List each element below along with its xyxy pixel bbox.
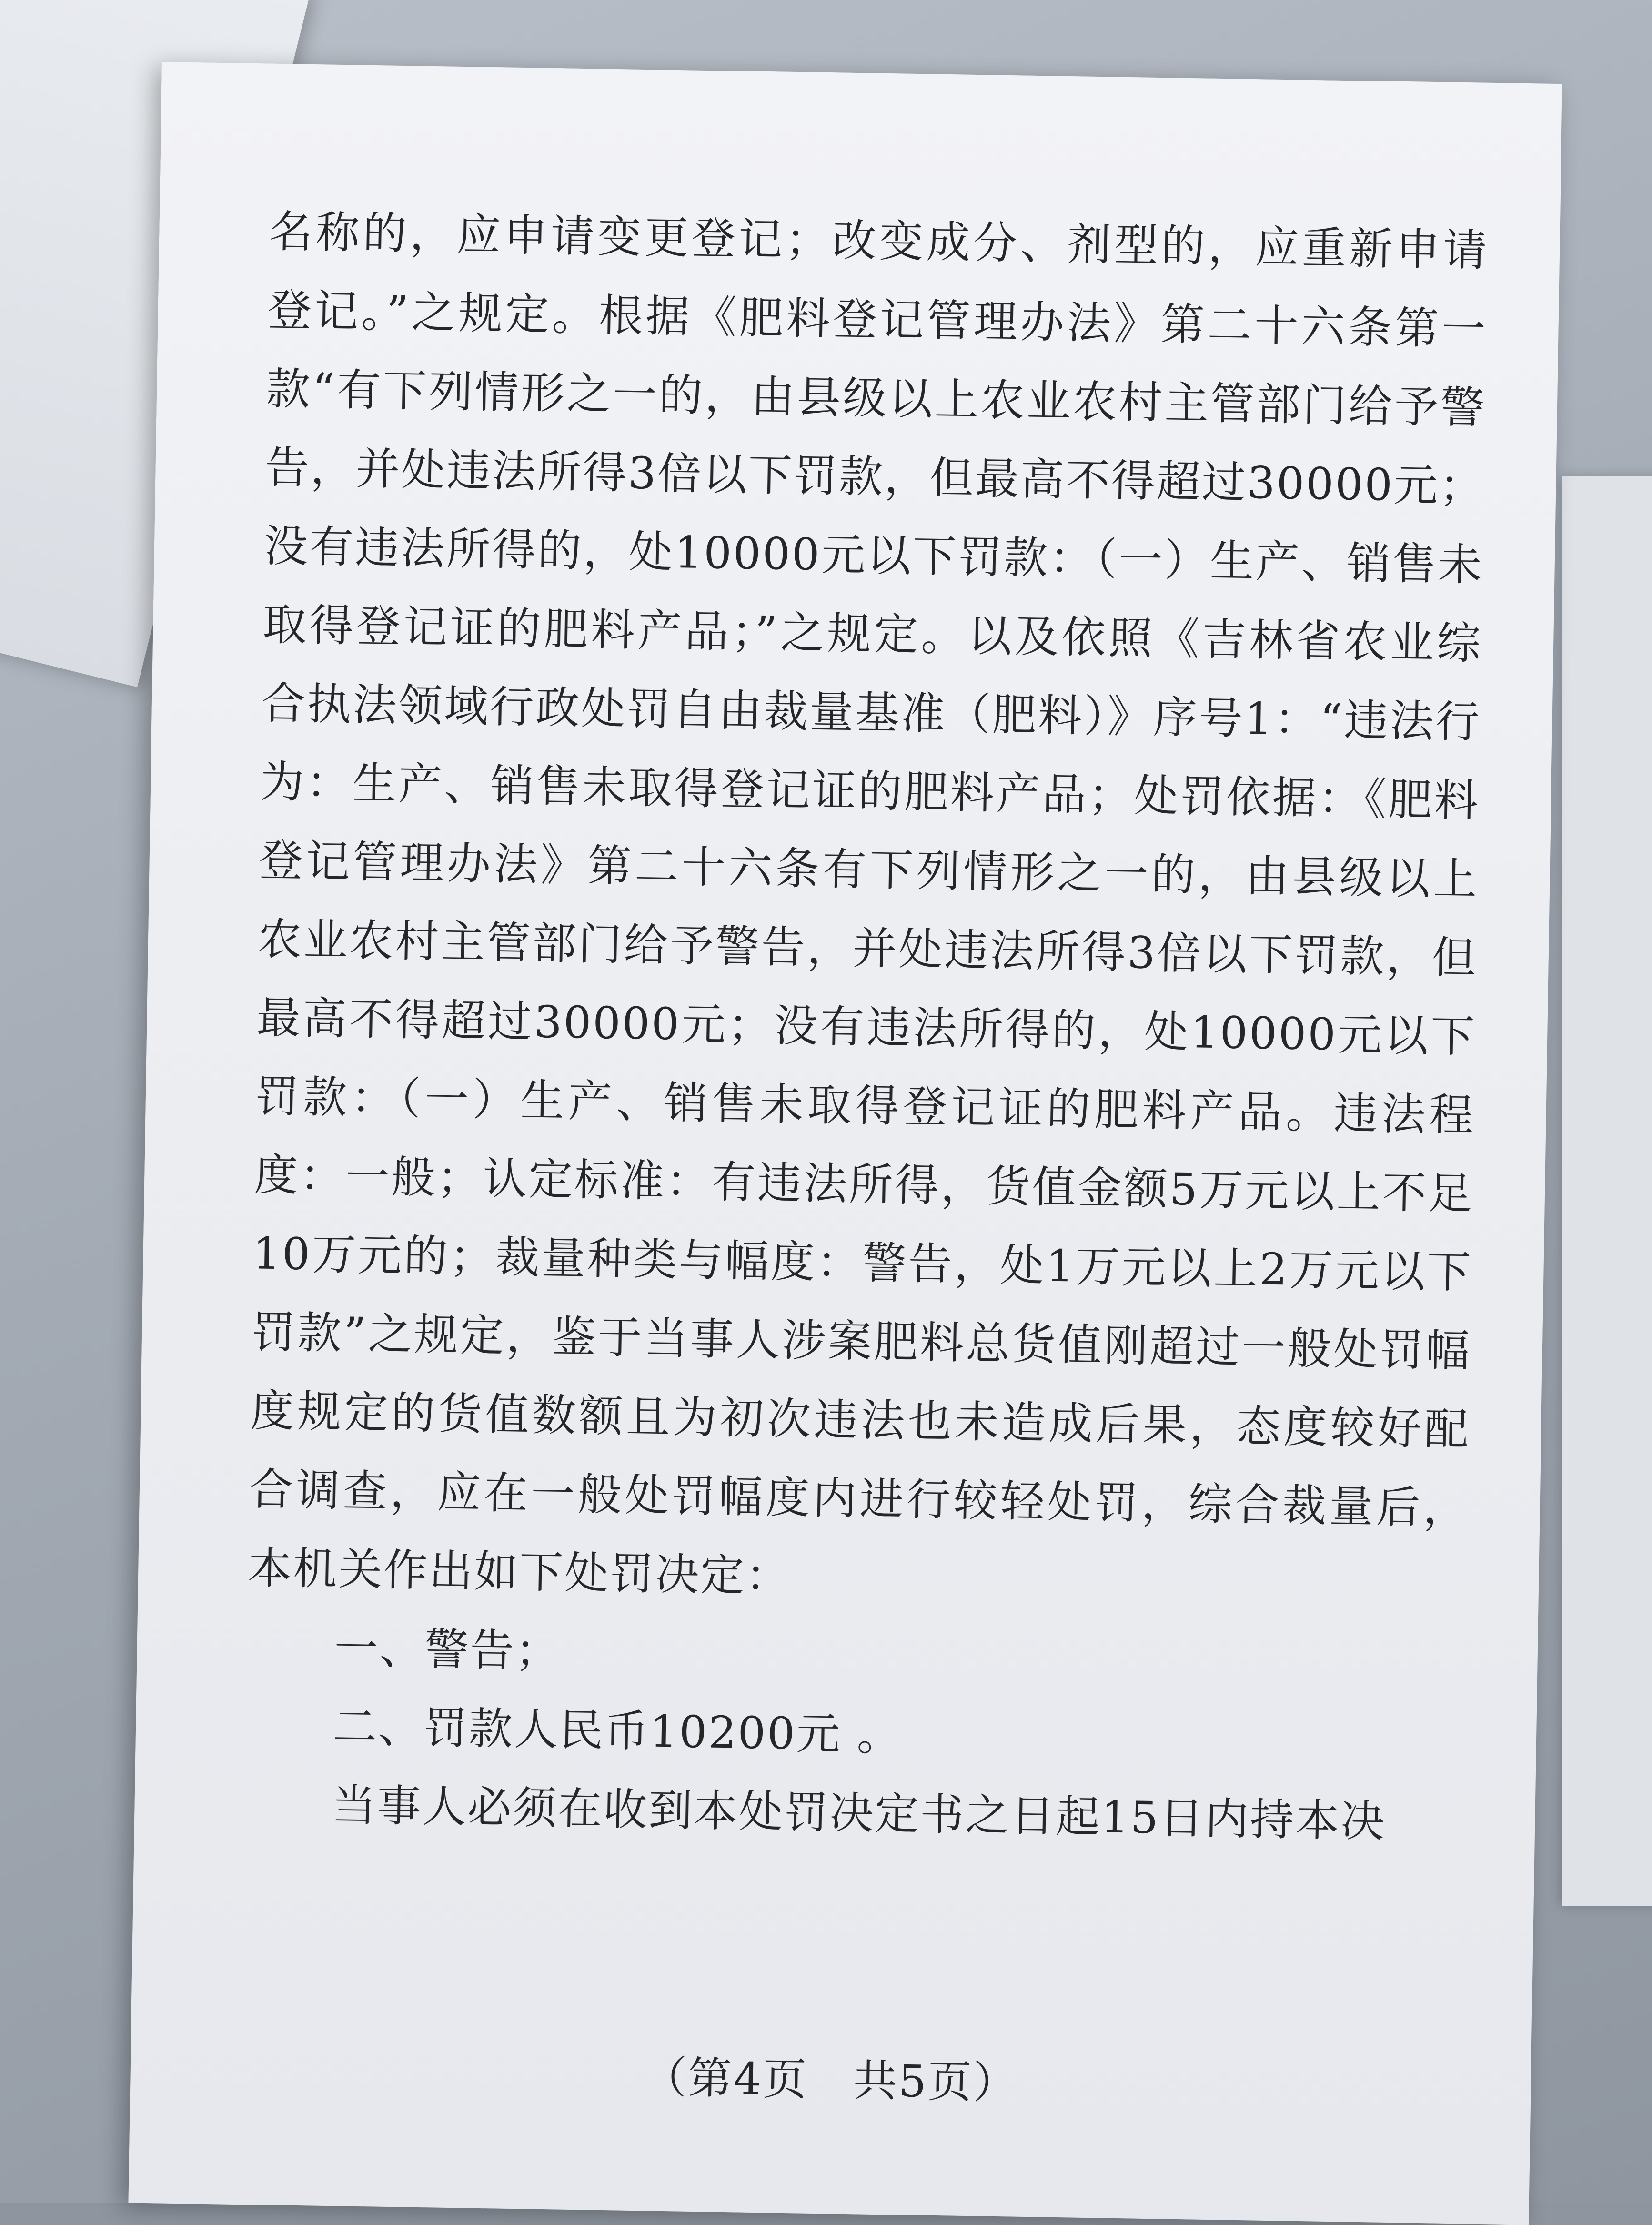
main-paragraph: 名称的，应申请变更登记；改变成分、剂型的，应重新申请登记。”之规定。根据《肥料登记管理办法》第二十六条第一款“有下列情形之一的，由县级以上农业农村主管部门给予警告，并处违法所得3倍以下罚款，但最高不得超过30000元；没有违法所得的，处10000元以下罚款：（一）生产、销售未取得登记证的肥料产品；”之规定。以及依照《吉林省农业综合执法领域行政处罚自由裁量基准（肥料）》序号1：“违法行为：生产、销售未取得登记证的肥料产品；处罚依据：《肥料登记管理办法》第二十六条有下列情形之一的，由县级以上农业农村主管部门给予警告，并处违法所得3倍以下罚款，但最高不得超过30000元；没有违法所得的，处10000元以下罚款：（一）生产、销售未取得登记证的肥料产品。违法程度：一般；认定标准：有违法所得，货值金额5万元以上不足10万元的；裁量种类与幅度：警告，处1万元以上2万元以下罚款”之规定，鉴于当事人涉案肥料总货值刚超过一般处罚幅度规定的货值数额且为初次违法也未造成后果，态度较好配合调查，应在一般处罚幅度内进行较轻处罚，综合裁量后，本机关作出如下处罚决定： <box>247 206 1489 1602</box>
document-body <box>243 192 1489 1862</box>
decision-item-warning: 一、警告； <box>333 1622 561 1677</box>
document-page <box>128 62 1562 2225</box>
decision-item-fine: 二、罚款人民币10200元 。 <box>332 1701 903 1761</box>
payment-paragraph: 当事人必须在收到本处罚决定书之日起15日内持本决 <box>331 1780 1387 1847</box>
adjacent-sheet <box>1562 476 1652 1906</box>
page-number-footer: （第4页 共5页） <box>642 2052 1019 2109</box>
